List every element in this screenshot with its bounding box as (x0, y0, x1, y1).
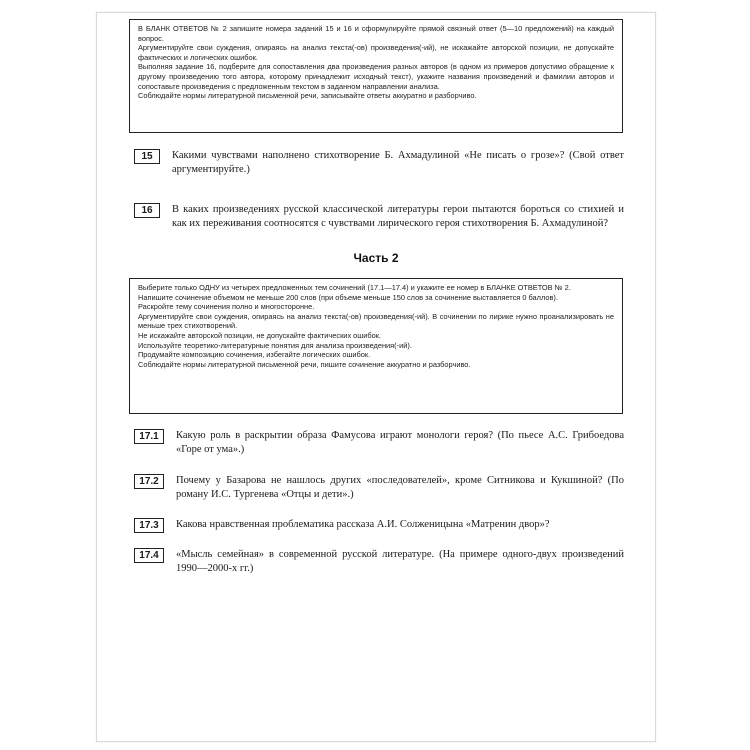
instruction-line: Не искажайте авторской позиции, не допускайте фактических ошибок. (138, 330, 381, 340)
question-text: Какова нравственная проблематика рассказа А.И. Солженицына «Матренин двор»? (176, 519, 550, 530)
instruction-line: Выберите только ОДНУ из четырех предложенных тем сочинений (17.1—17.4) и укажите ее номер в БЛАНКЕ ОТВЕТОВ № 2. (138, 283, 571, 292)
instruction-line: Используйте теоретико-литературные понятия для анализа произведения(-ий). (138, 340, 412, 350)
instruction-line: Раскройте тему сочинения полно и многосторонне. (138, 302, 315, 312)
question-text: Почему у Базарова не нашлось других «последователей», кроме Ситникова и Кукшиной? (По роману И.С. Тургенева «Отцы и дети».) (176, 475, 624, 500)
instruction-line: Аргументируйте свои суждения, опираясь на анализ текста(-ов) произведения(-ий). В сочинении по лирике нужно проанализировать не меньше трех стихотворений. (138, 311, 614, 331)
instruction-line: Соблюдайте нормы литературной письменной речи, записывайте ответы аккуратно и разборчиво. (138, 91, 477, 101)
instruction-line: Соблюдайте нормы литературной письменной речи, пишите сочинение аккуратно и разборчиво. (138, 359, 471, 369)
question-number: 17.2 (134, 474, 164, 489)
question-text: «Мысль семейная» в современной русской литературе. (На примере одного-двух произведений 1990—2000-х гг.) (176, 549, 624, 574)
instruction-line: В БЛАНК ОТВЕТОВ № 2 запишите номера заданий 15 и 16 и сформулируйте прямой связный ответ (5—10 предложений) на каждый вопрос. (138, 24, 614, 43)
question-number: 15 (134, 149, 160, 164)
instruction-line: Выполняя задание 16, подберите для сопоставления два произведения разных авторов (в одном из примеров допустимо обращение к другому произведению того автора, которому принадлежит исходный текст), укажите названия произведений и фамилии авторов и сопоставьте произведения с предложенным текстом в заданном направлении анализа. (138, 62, 614, 91)
part2-title: Часть 2 (353, 251, 399, 265)
instruction-line: Напишите сочинение объемом не меньше 200 слов (при объеме меньше 150 слов за сочинение выставляется 0 баллов). (138, 292, 558, 302)
question-text: В каких произведениях русской классической литературы герои пытаются бороться со стихией и как их переживания соотносятся с чувствами лирического героя стихотворения Б. Ахмадулиной? (172, 204, 624, 229)
question-number: 17.1 (134, 429, 164, 444)
part2-instructions-box (129, 278, 623, 414)
question-number: 16 (134, 203, 160, 218)
part1-instructions-box (129, 19, 623, 133)
instruction-line: Аргументируйте свои суждения, опираясь на анализ текста(-ов) произведения(-ий), не искажайте авторской позиции, не допускайте фактических и логических ошибок. (138, 43, 614, 62)
instruction-line: Продумайте композицию сочинения, избегайте логических ошибок. (138, 350, 371, 360)
question-number: 17.4 (134, 548, 164, 563)
question-text: Какими чувствами наполнено стихотворение Б. Ахмадулиной «Не писать о грозе»? (Свой ответ аргументируйте.) (172, 150, 624, 175)
exam-page (96, 12, 656, 742)
question-number: 17.3 (134, 518, 164, 533)
question-text: Какую роль в раскрытии образа Фамусова играют монологи героя? (По пьесе А.С. Грибоедова «Горе от ума».) (176, 430, 624, 455)
